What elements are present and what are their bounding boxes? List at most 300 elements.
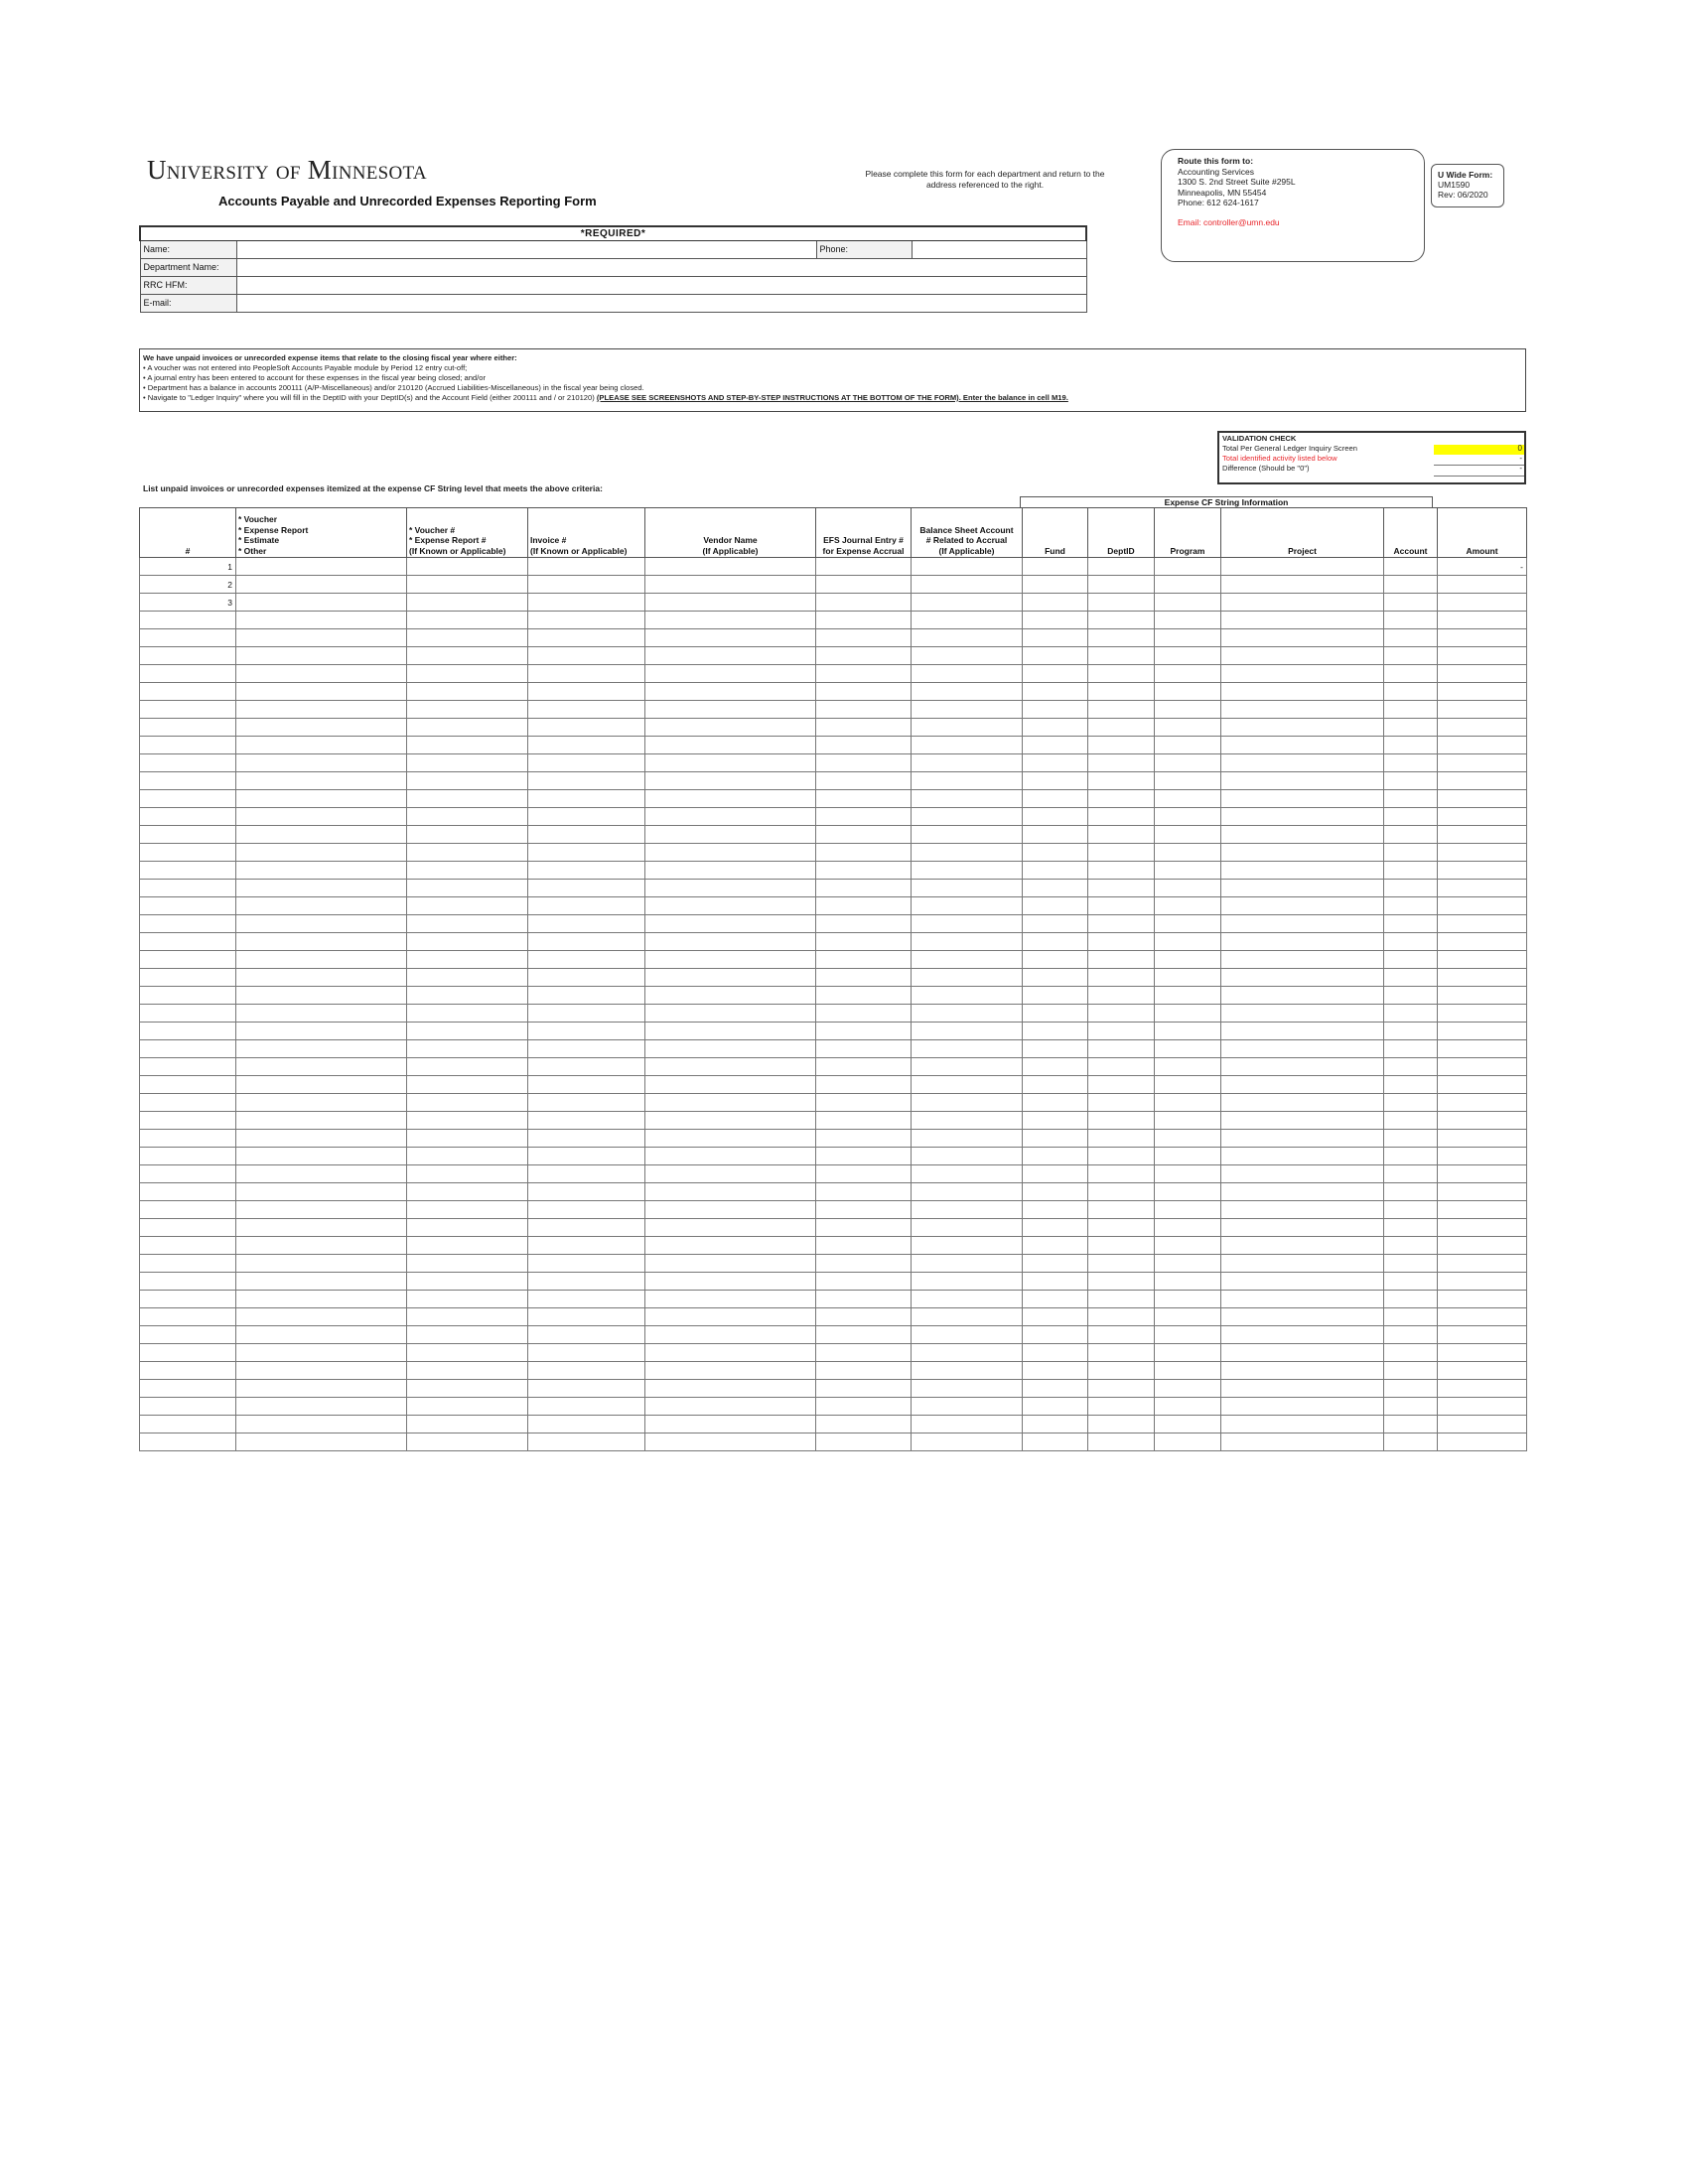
entry-cell[interactable] (1221, 1255, 1384, 1273)
entry-cell[interactable] (1023, 1219, 1088, 1237)
amount-cell[interactable] (1438, 808, 1527, 826)
instructions-link[interactable]: (PLEASE SEE SCREENSHOTS AND STEP-BY-STEP INSTRUCTIONS AT THE BOTTOM OF THE FORM). Enter the balance in cell M19. (596, 393, 1068, 402)
entry-cell[interactable] (236, 1433, 407, 1451)
entry-cell[interactable] (645, 594, 816, 612)
entry-cell[interactable] (528, 1148, 645, 1165)
entry-cell[interactable] (1088, 772, 1155, 790)
entry-cell[interactable] (645, 1076, 816, 1094)
entry-cell[interactable] (1023, 1058, 1088, 1076)
entry-cell[interactable] (1155, 969, 1221, 987)
entry-cell[interactable] (1221, 1165, 1384, 1183)
name-field[interactable] (236, 240, 816, 258)
entry-cell[interactable] (645, 969, 816, 987)
amount-cell[interactable] (1438, 594, 1527, 612)
entry-cell[interactable] (1023, 1416, 1088, 1433)
entry-cell[interactable] (1221, 719, 1384, 737)
entry-cell[interactable] (528, 754, 645, 772)
entry-cell[interactable] (528, 1433, 645, 1451)
entry-cell[interactable] (1023, 719, 1088, 737)
entry-cell[interactable] (528, 826, 645, 844)
entry-cell[interactable] (645, 1094, 816, 1112)
entry-cell[interactable] (1384, 844, 1438, 862)
entry-cell[interactable] (236, 1201, 407, 1219)
entry-cell[interactable] (528, 1362, 645, 1380)
amount-cell[interactable] (1438, 1380, 1527, 1398)
amount-cell[interactable] (1438, 1112, 1527, 1130)
entry-cell[interactable] (1221, 790, 1384, 808)
entry-cell[interactable] (1384, 969, 1438, 987)
amount-cell[interactable] (1438, 1058, 1527, 1076)
entry-cell[interactable] (1088, 951, 1155, 969)
entry-cell[interactable] (1155, 897, 1221, 915)
entry-cell[interactable] (528, 576, 645, 594)
entry-cell[interactable] (816, 719, 912, 737)
entry-cell[interactable] (1384, 951, 1438, 969)
entry-cell[interactable] (1023, 1094, 1088, 1112)
entry-cell[interactable] (1155, 665, 1221, 683)
entry-cell[interactable] (816, 1433, 912, 1451)
entry-cell[interactable] (236, 862, 407, 880)
entry-cell[interactable] (816, 969, 912, 987)
entry-cell[interactable] (816, 1380, 912, 1398)
entry-cell[interactable] (912, 772, 1023, 790)
entry-cell[interactable] (1088, 683, 1155, 701)
entry-cell[interactable] (912, 754, 1023, 772)
entry-cell[interactable] (236, 1058, 407, 1076)
entry-cell[interactable] (1088, 1130, 1155, 1148)
entry-cell[interactable] (912, 629, 1023, 647)
entry-cell[interactable] (912, 665, 1023, 683)
entry-cell[interactable] (1088, 1255, 1155, 1273)
entry-cell[interactable] (1221, 665, 1384, 683)
entry-cell[interactable] (1155, 1040, 1221, 1058)
entry-cell[interactable] (1384, 1255, 1438, 1273)
amount-cell[interactable] (1438, 987, 1527, 1005)
entry-cell[interactable] (1088, 701, 1155, 719)
entry-cell[interactable] (1023, 612, 1088, 629)
entry-cell[interactable] (1155, 647, 1221, 665)
entry-cell[interactable] (1221, 1076, 1384, 1094)
entry-cell[interactable] (407, 1094, 528, 1112)
entry-cell[interactable] (1023, 1255, 1088, 1273)
entry-cell[interactable] (1088, 1416, 1155, 1433)
entry-cell[interactable] (1221, 933, 1384, 951)
entry-cell[interactable] (1155, 719, 1221, 737)
entry-cell[interactable] (407, 1183, 528, 1201)
entry-cell[interactable] (1384, 826, 1438, 844)
entry-cell[interactable] (407, 1201, 528, 1219)
entry-cell[interactable] (1384, 1023, 1438, 1040)
entry-cell[interactable] (1221, 880, 1384, 897)
entry-cell[interactable] (407, 701, 528, 719)
entry-cell[interactable] (1384, 1308, 1438, 1326)
entry-cell[interactable] (912, 1380, 1023, 1398)
entry-cell[interactable] (1384, 1362, 1438, 1380)
entry-cell[interactable] (236, 1237, 407, 1255)
entry-cell[interactable] (1155, 1237, 1221, 1255)
entry-cell[interactable] (1221, 1201, 1384, 1219)
entry-cell[interactable] (236, 951, 407, 969)
entry-cell[interactable] (645, 1255, 816, 1273)
entry-cell[interactable] (236, 1362, 407, 1380)
entry-cell[interactable] (1023, 576, 1088, 594)
amount-cell[interactable] (1438, 1040, 1527, 1058)
entry-cell[interactable] (1088, 987, 1155, 1005)
entry-cell[interactable] (407, 862, 528, 880)
entry-cell[interactable] (1155, 1273, 1221, 1291)
entry-cell[interactable] (1221, 1433, 1384, 1451)
amount-cell[interactable] (1438, 844, 1527, 862)
entry-cell[interactable] (1384, 862, 1438, 880)
entry-cell[interactable] (1023, 987, 1088, 1005)
entry-cell[interactable] (1384, 1237, 1438, 1255)
entry-cell[interactable] (1155, 862, 1221, 880)
entry-cell[interactable] (1023, 701, 1088, 719)
entry-cell[interactable] (236, 790, 407, 808)
entry-cell[interactable] (912, 1130, 1023, 1148)
entry-cell[interactable] (1155, 1076, 1221, 1094)
entry-cell[interactable] (1221, 1344, 1384, 1362)
entry-cell[interactable] (1088, 1398, 1155, 1416)
entry-cell[interactable] (645, 719, 816, 737)
entry-cell[interactable] (1088, 1058, 1155, 1076)
entry-cell[interactable] (528, 1183, 645, 1201)
entry-cell[interactable] (528, 790, 645, 808)
entry-cell[interactable] (912, 1344, 1023, 1362)
entry-cell[interactable] (912, 647, 1023, 665)
entry-cell[interactable] (236, 701, 407, 719)
entry-cell[interactable] (912, 1058, 1023, 1076)
entry-cell[interactable] (407, 1255, 528, 1273)
entry-cell[interactable] (1384, 1183, 1438, 1201)
entry-cell[interactable] (912, 719, 1023, 737)
entry-cell[interactable] (528, 612, 645, 629)
entry-cell[interactable] (1155, 1005, 1221, 1023)
entry-cell[interactable] (1384, 1040, 1438, 1058)
entry-cell[interactable] (1023, 1380, 1088, 1398)
entry-cell[interactable] (816, 933, 912, 951)
entry-cell[interactable] (528, 1398, 645, 1416)
entry-cell[interactable] (1384, 915, 1438, 933)
entry-cell[interactable] (645, 1237, 816, 1255)
entry-cell[interactable] (1155, 808, 1221, 826)
entry-cell[interactable] (645, 1201, 816, 1219)
amount-cell[interactable] (1438, 880, 1527, 897)
entry-cell[interactable] (816, 1023, 912, 1040)
entry-cell[interactable] (1023, 683, 1088, 701)
amount-cell[interactable] (1438, 1398, 1527, 1416)
entry-cell[interactable] (816, 1416, 912, 1433)
entry-cell[interactable] (1023, 1165, 1088, 1183)
entry-cell[interactable] (528, 1308, 645, 1326)
entry-cell[interactable] (407, 987, 528, 1005)
amount-cell[interactable] (1438, 629, 1527, 647)
entry-cell[interactable] (1088, 1183, 1155, 1201)
amount-cell[interactable] (1438, 1219, 1527, 1237)
entry-cell[interactable] (1023, 1362, 1088, 1380)
entry-cell[interactable] (1155, 1130, 1221, 1148)
entry-cell[interactable] (528, 737, 645, 754)
entry-cell[interactable] (1384, 933, 1438, 951)
entry-cell[interactable] (407, 1416, 528, 1433)
entry-cell[interactable] (816, 1237, 912, 1255)
entry-cell[interactable] (912, 1433, 1023, 1451)
entry-cell[interactable] (816, 826, 912, 844)
entry-cell[interactable] (912, 576, 1023, 594)
entry-cell[interactable] (1221, 969, 1384, 987)
entry-cell[interactable] (816, 844, 912, 862)
entry-cell[interactable] (816, 1362, 912, 1380)
entry-cell[interactable] (407, 790, 528, 808)
entry-cell[interactable] (528, 1094, 645, 1112)
entry-cell[interactable] (1221, 1040, 1384, 1058)
entry-cell[interactable] (236, 1094, 407, 1112)
entry-cell[interactable] (816, 558, 912, 576)
entry-cell[interactable] (816, 594, 912, 612)
entry-cell[interactable] (1088, 647, 1155, 665)
entry-cell[interactable] (1384, 1273, 1438, 1291)
entry-cell[interactable] (912, 915, 1023, 933)
entry-cell[interactable] (1221, 1058, 1384, 1076)
entry-cell[interactable] (236, 754, 407, 772)
entry-cell[interactable] (236, 1416, 407, 1433)
entry-cell[interactable] (1384, 1433, 1438, 1451)
entry-cell[interactable] (1221, 1398, 1384, 1416)
amount-cell[interactable] (1438, 576, 1527, 594)
entry-cell[interactable] (407, 915, 528, 933)
amount-cell[interactable] (1438, 1005, 1527, 1023)
entry-cell[interactable] (407, 772, 528, 790)
entry-cell[interactable] (1384, 701, 1438, 719)
entry-cell[interactable] (236, 1183, 407, 1201)
entry-cell[interactable] (645, 1005, 816, 1023)
entry-cell[interactable] (407, 1058, 528, 1076)
entry-cell[interactable] (645, 1040, 816, 1058)
entry-cell[interactable] (1155, 790, 1221, 808)
entry-cell[interactable] (645, 1165, 816, 1183)
entry-cell[interactable] (1384, 1201, 1438, 1219)
entry-cell[interactable] (1221, 1148, 1384, 1165)
entry-cell[interactable] (645, 647, 816, 665)
entry-cell[interactable] (528, 1326, 645, 1344)
entry-cell[interactable] (1384, 772, 1438, 790)
entry-cell[interactable] (912, 1094, 1023, 1112)
entry-cell[interactable] (912, 1201, 1023, 1219)
entry-cell[interactable] (1023, 772, 1088, 790)
entry-cell[interactable] (1221, 558, 1384, 576)
entry-cell[interactable] (236, 826, 407, 844)
entry-cell[interactable] (816, 1344, 912, 1362)
entry-cell[interactable] (816, 612, 912, 629)
entry-cell[interactable] (1384, 629, 1438, 647)
entry-cell[interactable] (1221, 1416, 1384, 1433)
entry-cell[interactable] (1155, 1255, 1221, 1273)
entry-cell[interactable] (1023, 754, 1088, 772)
entry-cell[interactable] (912, 1219, 1023, 1237)
entry-cell[interactable] (1088, 1237, 1155, 1255)
entry-cell[interactable] (1155, 1380, 1221, 1398)
entry-cell[interactable] (816, 862, 912, 880)
amount-cell[interactable] (1438, 1076, 1527, 1094)
entry-cell[interactable] (236, 737, 407, 754)
entry-cell[interactable] (816, 1094, 912, 1112)
entry-cell[interactable] (407, 1040, 528, 1058)
entry-cell[interactable] (645, 808, 816, 826)
entry-cell[interactable] (816, 915, 912, 933)
entry-cell[interactable] (912, 701, 1023, 719)
entry-cell[interactable] (1221, 1094, 1384, 1112)
amount-cell[interactable] (1438, 1362, 1527, 1380)
entry-cell[interactable] (407, 612, 528, 629)
entry-cell[interactable] (1384, 1005, 1438, 1023)
entry-cell[interactable] (407, 844, 528, 862)
entry-cell[interactable] (1155, 1148, 1221, 1165)
entry-cell[interactable] (912, 612, 1023, 629)
entry-cell[interactable] (407, 1005, 528, 1023)
entry-cell[interactable] (407, 1076, 528, 1094)
entry-cell[interactable] (1088, 558, 1155, 576)
entry-cell[interactable] (1384, 647, 1438, 665)
amount-cell[interactable] (1438, 719, 1527, 737)
amount-cell[interactable] (1438, 1165, 1527, 1183)
entry-cell[interactable] (645, 772, 816, 790)
entry-cell[interactable] (816, 1308, 912, 1326)
entry-cell[interactable] (912, 1183, 1023, 1201)
entry-cell[interactable] (236, 1148, 407, 1165)
entry-cell[interactable] (1088, 594, 1155, 612)
entry-cell[interactable] (1384, 987, 1438, 1005)
entry-cell[interactable] (236, 1219, 407, 1237)
entry-cell[interactable] (1023, 1291, 1088, 1308)
entry-cell[interactable] (1384, 1380, 1438, 1398)
entry-cell[interactable] (1221, 647, 1384, 665)
entry-cell[interactable] (912, 933, 1023, 951)
entry-cell[interactable] (1384, 1398, 1438, 1416)
entry-cell[interactable] (407, 737, 528, 754)
entry-cell[interactable] (1088, 1273, 1155, 1291)
entry-cell[interactable] (1155, 1183, 1221, 1201)
entry-cell[interactable] (1023, 897, 1088, 915)
entry-cell[interactable] (236, 915, 407, 933)
entry-cell[interactable] (816, 1148, 912, 1165)
amount-cell[interactable] (1438, 897, 1527, 915)
entry-cell[interactable] (816, 790, 912, 808)
entry-cell[interactable] (1221, 594, 1384, 612)
entry-cell[interactable] (407, 897, 528, 915)
entry-cell[interactable] (1155, 737, 1221, 754)
entry-cell[interactable] (1221, 1112, 1384, 1130)
entry-cell[interactable] (407, 951, 528, 969)
entry-cell[interactable] (912, 897, 1023, 915)
amount-cell[interactable] (1438, 647, 1527, 665)
entry-cell[interactable] (1155, 1362, 1221, 1380)
entry-cell[interactable] (1023, 1183, 1088, 1201)
entry-cell[interactable] (407, 1291, 528, 1308)
amount-cell[interactable] (1438, 933, 1527, 951)
entry-cell[interactable] (1384, 719, 1438, 737)
entry-cell[interactable] (1221, 826, 1384, 844)
entry-cell[interactable] (1221, 754, 1384, 772)
entry-cell[interactable] (1221, 1326, 1384, 1344)
amount-cell[interactable] (1438, 862, 1527, 880)
entry-cell[interactable] (912, 594, 1023, 612)
entry-cell[interactable] (816, 951, 912, 969)
entry-cell[interactable] (1023, 790, 1088, 808)
entry-cell[interactable] (912, 683, 1023, 701)
entry-cell[interactable] (528, 951, 645, 969)
entry-cell[interactable] (1023, 594, 1088, 612)
entry-cell[interactable] (407, 1219, 528, 1237)
entry-cell[interactable] (1384, 1416, 1438, 1433)
entry-cell[interactable] (1221, 1219, 1384, 1237)
entry-cell[interactable] (816, 1326, 912, 1344)
entry-cell[interactable] (1221, 772, 1384, 790)
entry-cell[interactable] (407, 1380, 528, 1398)
entry-cell[interactable] (645, 754, 816, 772)
entry-cell[interactable] (1088, 737, 1155, 754)
amount-cell[interactable] (1438, 1130, 1527, 1148)
entry-cell[interactable] (1384, 576, 1438, 594)
entry-cell[interactable] (528, 987, 645, 1005)
entry-cell[interactable] (528, 808, 645, 826)
entry-cell[interactable] (645, 1308, 816, 1326)
entry-cell[interactable] (236, 1326, 407, 1344)
entry-cell[interactable] (1023, 1433, 1088, 1451)
entry-cell[interactable] (528, 683, 645, 701)
entry-cell[interactable] (407, 576, 528, 594)
entry-cell[interactable] (1155, 951, 1221, 969)
amount-cell[interactable] (1438, 1326, 1527, 1344)
entry-cell[interactable] (816, 1130, 912, 1148)
entry-cell[interactable] (816, 880, 912, 897)
entry-cell[interactable] (236, 772, 407, 790)
entry-cell[interactable] (912, 969, 1023, 987)
entry-cell[interactable] (1155, 1058, 1221, 1076)
entry-cell[interactable] (236, 933, 407, 951)
entry-cell[interactable] (407, 1398, 528, 1416)
entry-cell[interactable] (528, 1219, 645, 1237)
amount-cell[interactable] (1438, 951, 1527, 969)
entry-cell[interactable] (912, 826, 1023, 844)
entry-cell[interactable] (912, 1273, 1023, 1291)
entry-cell[interactable] (1023, 1005, 1088, 1023)
entry-cell[interactable] (1155, 629, 1221, 647)
entry-cell[interactable] (1221, 987, 1384, 1005)
entry-cell[interactable] (1088, 880, 1155, 897)
amount-cell[interactable] (1438, 1094, 1527, 1112)
entry-cell[interactable] (1023, 826, 1088, 844)
entry-cell[interactable] (1155, 1308, 1221, 1326)
entry-cell[interactable] (407, 880, 528, 897)
entry-cell[interactable] (236, 844, 407, 862)
entry-cell[interactable] (1088, 1380, 1155, 1398)
entry-cell[interactable] (1088, 915, 1155, 933)
entry-cell[interactable] (816, 1219, 912, 1237)
department-name-field[interactable] (236, 258, 1086, 276)
entry-cell[interactable] (1221, 951, 1384, 969)
entry-cell[interactable] (1023, 629, 1088, 647)
entry-cell[interactable] (528, 1201, 645, 1219)
entry-cell[interactable] (912, 1308, 1023, 1326)
entry-cell[interactable] (645, 1148, 816, 1165)
entry-cell[interactable] (1384, 1344, 1438, 1362)
entry-cell[interactable] (1088, 629, 1155, 647)
amount-cell[interactable] (1438, 1237, 1527, 1255)
entry-cell[interactable] (407, 1308, 528, 1326)
entry-cell[interactable] (912, 844, 1023, 862)
entry-cell[interactable] (912, 1148, 1023, 1165)
entry-cell[interactable] (1023, 1326, 1088, 1344)
